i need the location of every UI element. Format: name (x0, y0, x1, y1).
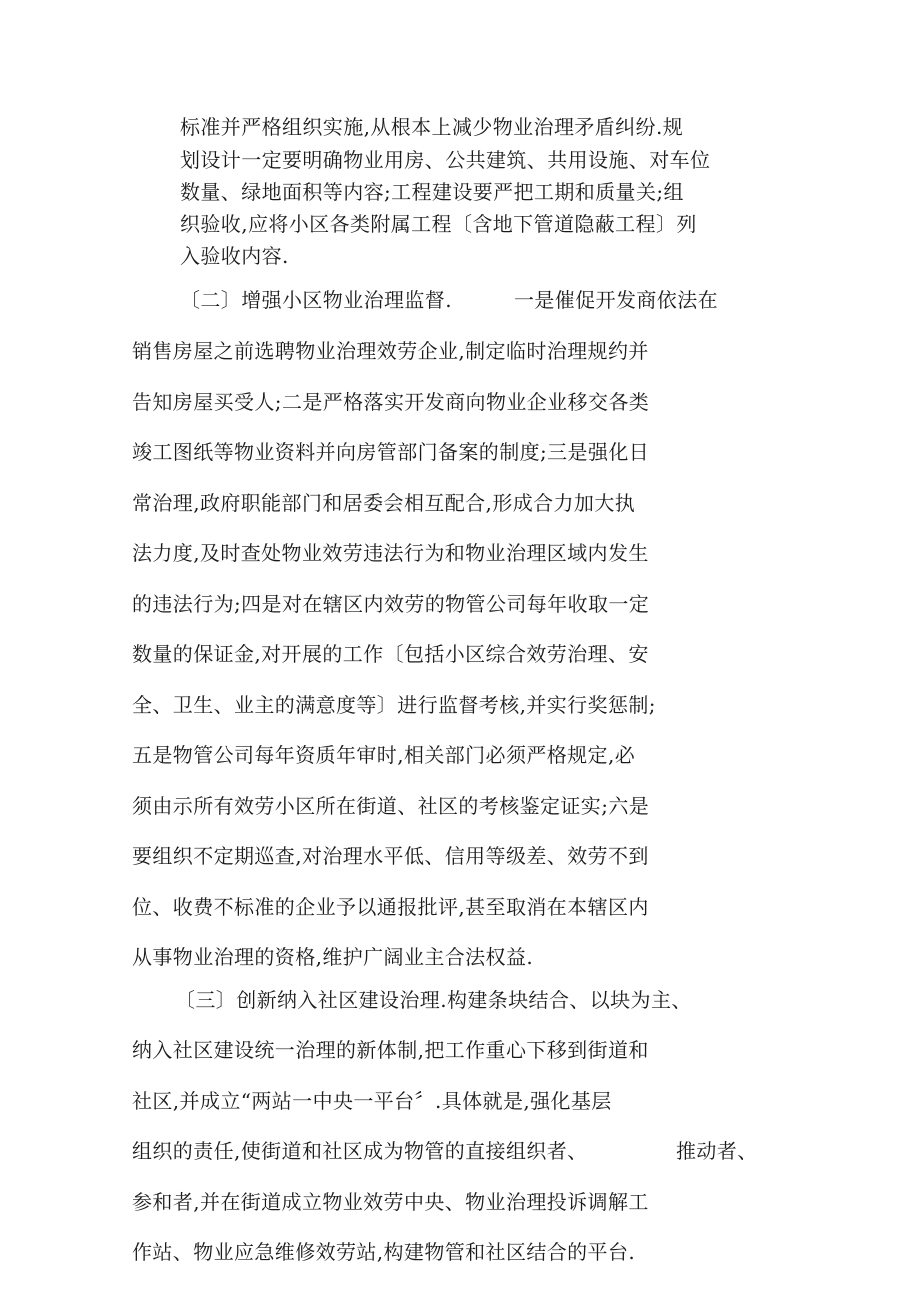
text-line: 竣工图纸等物业资料并向房管部门备案的制度;三是强化日 (132, 440, 650, 464)
section-heading: 〔二〕增强小区物业治理监督. (180, 288, 452, 312)
text-line: 法力度,及时查处物业效劳违法行为和物业治理区域内发生 (132, 541, 649, 565)
text-line: 标准并严格组织实施,从根本上减少物业治理矛盾纠纷.规 (180, 115, 684, 139)
text-line: 销售房屋之前选聘物业治理效劳企业,制定临时治理规约并 (132, 339, 649, 363)
text-line: 全、卫生、业主的满意度等〕进行监督考核,并实行奖惩制; (132, 693, 656, 717)
text-line: 从事物业治理的资格,维护广阔业主合法权益. (132, 945, 534, 969)
text-line: 组织的责任,使街道和社区成为物管的直接组织者、 (132, 1139, 588, 1163)
text-line: 要组织不定期巡查,对治理水平低、信用等级差、效劳不到 (132, 844, 649, 868)
text-line: 划设计一定要明确物业用房、公共建筑、共用设施、对车位 (180, 148, 711, 172)
text-line: 社区,并成立“两站一中央一平台〞.具体就是,强化基层 (132, 1089, 612, 1113)
text-line: 推动者、 (676, 1139, 758, 1163)
text-line: 常治理,政府职能部门和居委会相互配合,形成合力加大执 (132, 491, 636, 515)
text-line: 须由示所有效劳小区所在街道、社区的考核鉴定证实;六是 (132, 794, 650, 818)
text-line: 数量、绿地面积等内容;工程建设要严把工期和质量关;组 (180, 180, 684, 204)
text-line: 入验收内容. (180, 244, 289, 268)
text-line: 位、收费不标准的企业予以通报批评,甚至取消在本辖区内 (132, 895, 649, 919)
text-line: 作站、物业应急维修效劳站,构建物管和社区结合的平台. (132, 1240, 636, 1264)
text-line: 五是物管公司每年资质年审时,相关部门必须严格规定,必 (132, 743, 636, 767)
text-line: 参和者,并在街道成立物业效劳中央、物业治理投诉调解工 (132, 1190, 649, 1214)
text-line: 织验收,应将小区各类附属工程〔含地下管道隐蔽工程〕列 (180, 212, 697, 236)
text-line: 一是催促开发商依法在 (514, 288, 718, 312)
text-line: 数量的保证金,对开展的工作〔包括小区综合效劳治理、安 (132, 642, 649, 666)
text-line: 纳入社区建设统一治理的新体制,把工作重心下移到街道和 (132, 1038, 649, 1062)
text-line: 的违法行为;四是对在辖区内效劳的物管公司每年收取一定 (132, 592, 650, 616)
text-line: 告知房屋买受人;二是严格落实开发商向物业企业移交各类 (132, 390, 650, 414)
section-heading: 〔三〕创新纳入社区建设治理.构建条块结合、以块为主、 (175, 988, 692, 1012)
